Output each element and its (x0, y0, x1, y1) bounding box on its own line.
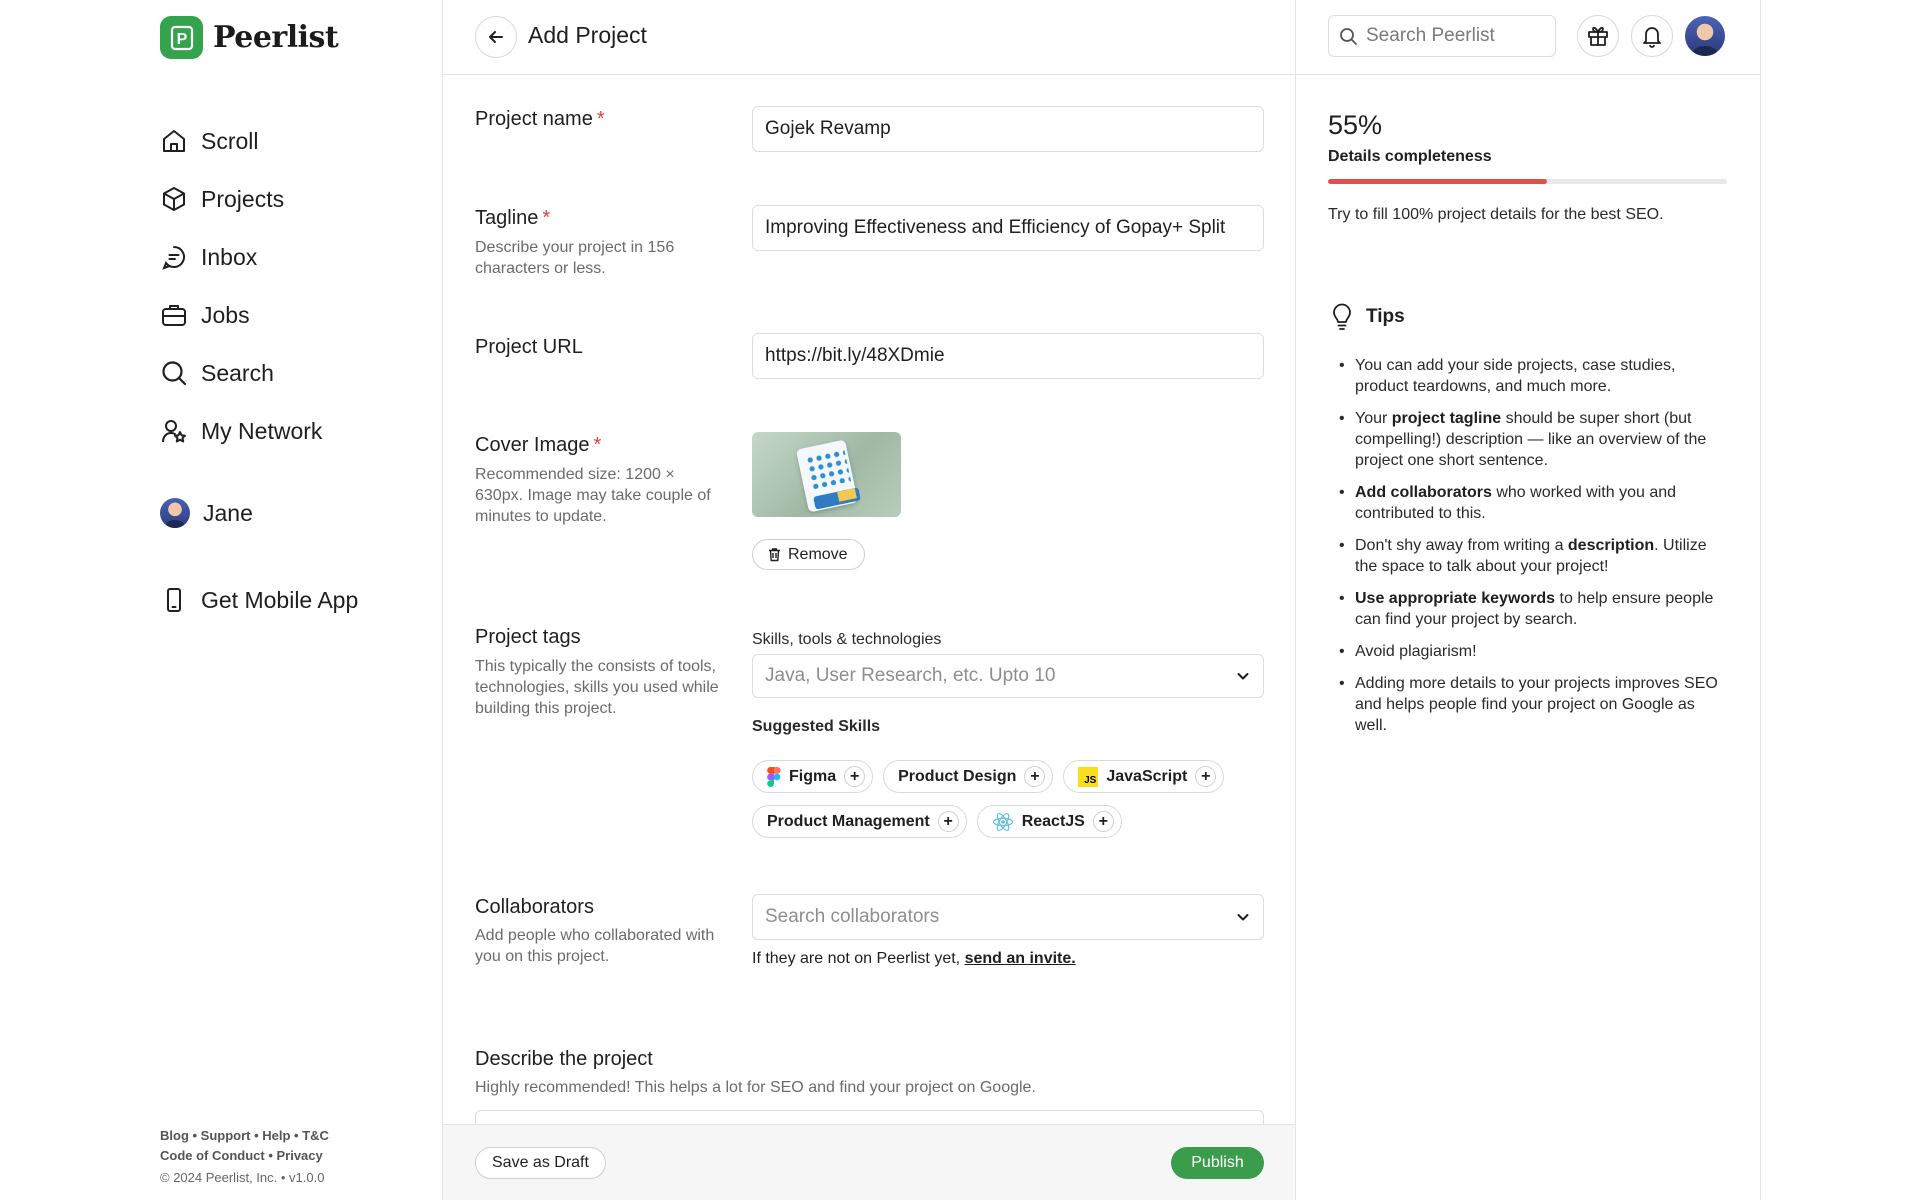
tips-heading (1330, 303, 1405, 331)
required-marker: * (596, 108, 605, 130)
plus-icon: + (1093, 811, 1114, 832)
nav-label: Scroll (201, 127, 259, 154)
javascript-icon: JS (1078, 767, 1098, 787)
remove-cover-button[interactable] (752, 539, 865, 570)
seo-tip: Try to fill 100% project details for the best SEO. (1328, 206, 1664, 223)
nav-label: My Network (201, 417, 323, 444)
chevron-down-icon (1235, 909, 1251, 925)
plus-icon: + (1195, 766, 1216, 787)
home-icon (160, 127, 188, 155)
skill-chip-label: Product Design (898, 767, 1017, 785)
header-divider (443, 74, 1760, 75)
nav-item-search[interactable] (160, 344, 322, 402)
get-mobile-app-link[interactable] (160, 586, 358, 614)
tagline-label: Tagline * (475, 207, 551, 229)
gift-button[interactable] (1577, 15, 1619, 57)
collaborators-label: Collaborators (475, 896, 594, 918)
completeness-progress-fill (1328, 179, 1547, 184)
project-url-label: Project URL (475, 336, 583, 358)
footer-links[interactable] (160, 1126, 329, 1166)
skill-chip-label: Product Management (767, 812, 930, 830)
invite-text: If they are not on Peerlist yet, (752, 950, 965, 967)
bell-icon (1640, 24, 1664, 48)
peerlist-logo[interactable] (160, 16, 338, 59)
project-name-input[interactable] (752, 106, 1264, 152)
gift-icon (1586, 24, 1610, 48)
description-label: Describe the project (475, 1048, 653, 1070)
skill-chip-javascript[interactable] (1063, 760, 1224, 793)
divider (442, 0, 443, 1200)
project-url-input[interactable] (752, 333, 1264, 379)
cover-image-thumbnail[interactable] (752, 432, 901, 517)
nav-label: Projects (201, 185, 285, 212)
search-placeholder: Search Peerlist (1366, 25, 1495, 46)
tip-item: • Use appropriate keywords to help ensure people can find your project by search. (1337, 588, 1731, 630)
profile-avatar[interactable] (1685, 16, 1725, 56)
skill-chip-label: ReactJS (1021, 812, 1085, 830)
completeness-percent: 55% (1328, 110, 1383, 140)
remove-label: Remove (788, 545, 848, 563)
nav-item-projects[interactable] (160, 170, 322, 228)
publish-button[interactable]: Publish (1171, 1147, 1264, 1179)
footer-links-line[interactable]: Blog • Support • Help • T&C (160, 1128, 329, 1143)
nav-label: Inbox (201, 243, 258, 270)
arrow-left-icon (486, 27, 506, 47)
left-sidebar (160, 0, 442, 1200)
search-icon (1339, 27, 1358, 46)
lightbulb-icon (1330, 303, 1354, 331)
nav-label: Jobs (201, 301, 250, 328)
global-search-input[interactable] (1328, 15, 1556, 57)
skill-chip-label: JavaScript (1106, 767, 1188, 785)
required-marker: * (593, 434, 602, 456)
completeness-label: Details completeness (1328, 148, 1492, 165)
page-title: Add Project (528, 22, 647, 48)
plus-icon: + (844, 766, 865, 787)
mobile-app-label: Get Mobile App (201, 586, 359, 613)
figma-icon (767, 767, 781, 787)
trash-icon (767, 547, 782, 562)
back-button[interactable] (475, 16, 517, 58)
project-name-label: Project name * (475, 108, 605, 130)
copyright: © 2024 Peerlist, Inc. • v1.0.0 (160, 1170, 325, 1185)
chat-icon (160, 243, 188, 271)
skills-placeholder: Java, User Research, etc. Upto 10 (765, 665, 1056, 686)
react-icon (992, 812, 1014, 832)
collaborators-select[interactable] (752, 894, 1264, 940)
nav-label: Search (201, 359, 274, 386)
footer-links-line[interactable]: Code of Conduct • Privacy (160, 1148, 323, 1163)
briefcase-icon (160, 301, 188, 329)
plus-icon: + (1024, 766, 1045, 787)
nav-item-profile[interactable] (160, 498, 253, 528)
divider (1295, 0, 1296, 1200)
network-icon (160, 417, 188, 445)
collaborators-hint: Add people who collaborated with you on this project. (475, 927, 715, 965)
nav-item-inbox[interactable] (160, 228, 322, 286)
main-nav (160, 112, 322, 460)
tagline-input[interactable] (752, 205, 1264, 251)
tip-item: • Avoid plagiarism! (1337, 641, 1731, 662)
plus-icon: + (938, 811, 959, 832)
nav-item-my-network[interactable] (160, 402, 322, 460)
tagline-hint: Describe your project in 156 characters or less. (475, 239, 675, 277)
avatar (160, 498, 190, 528)
nav-item-jobs[interactable] (160, 286, 322, 344)
nav-item-scroll[interactable] (160, 112, 322, 170)
cover-image-label: Cover Image * (475, 434, 602, 456)
skills-sublabel: Skills, tools & technologies (752, 631, 942, 648)
logo-text: Peerlist (213, 20, 339, 55)
collaborators-placeholder: Search collaborators (765, 906, 940, 927)
skill-chip-label: Figma (789, 767, 837, 785)
skill-chip-reactjs[interactable] (977, 805, 1122, 838)
description-hint: Highly recommended! This helps a lot for SEO and find your project on Google. (475, 1079, 1036, 1096)
tip-item: • Don't shy away from writing a description. Utilize the space to talk about your project! (1337, 535, 1731, 577)
save-as-draft-button[interactable]: Save as Draft (475, 1147, 606, 1179)
tips-title: Tips (1366, 306, 1405, 327)
tip-item: • Your project tagline should be super short (but compelling!) description — like an overview of the project one short sentence. (1337, 408, 1731, 471)
skills-select[interactable] (752, 654, 1264, 698)
tips-list (1337, 355, 1731, 747)
skill-chip-product-management[interactable] (752, 805, 967, 838)
send-invite-link[interactable]: send an invite. (964, 950, 1076, 967)
completeness-progress-bar (1328, 179, 1727, 184)
skill-chip-figma[interactable] (752, 760, 873, 793)
search-icon (160, 359, 188, 387)
notifications-button[interactable] (1631, 15, 1673, 57)
tip-item: • You can add your side projects, case studies, product teardowns, and much more. (1337, 355, 1731, 397)
divider (1760, 0, 1761, 1200)
logo-mark (160, 16, 203, 59)
svg-text:P: P (176, 30, 187, 48)
cover-image-hint: Recommended size: 1200 × 630px. Image may take couple of minutes to update. (475, 466, 711, 525)
cube-icon (160, 185, 188, 213)
project-tags-hint: This typically the consists of tools, technologies, skills you used while building this project. (475, 658, 719, 717)
user-name: Jane (203, 499, 253, 526)
chevron-down-icon (1235, 668, 1251, 684)
skill-chip-product-design[interactable] (883, 760, 1053, 793)
mobile-phone-icon (160, 586, 188, 614)
project-tags-label: Project tags (475, 626, 581, 648)
suggested-skills-label: Suggested Skills (752, 718, 881, 735)
tip-item: • Add collaborators who worked with you and contributed to this. (1337, 482, 1731, 524)
tip-item: • Adding more details to your projects improves SEO and helps people find your project on Google as well. (1337, 673, 1731, 736)
suggested-skills (752, 760, 1272, 838)
invite-line (752, 950, 1076, 968)
required-marker: * (542, 207, 551, 229)
